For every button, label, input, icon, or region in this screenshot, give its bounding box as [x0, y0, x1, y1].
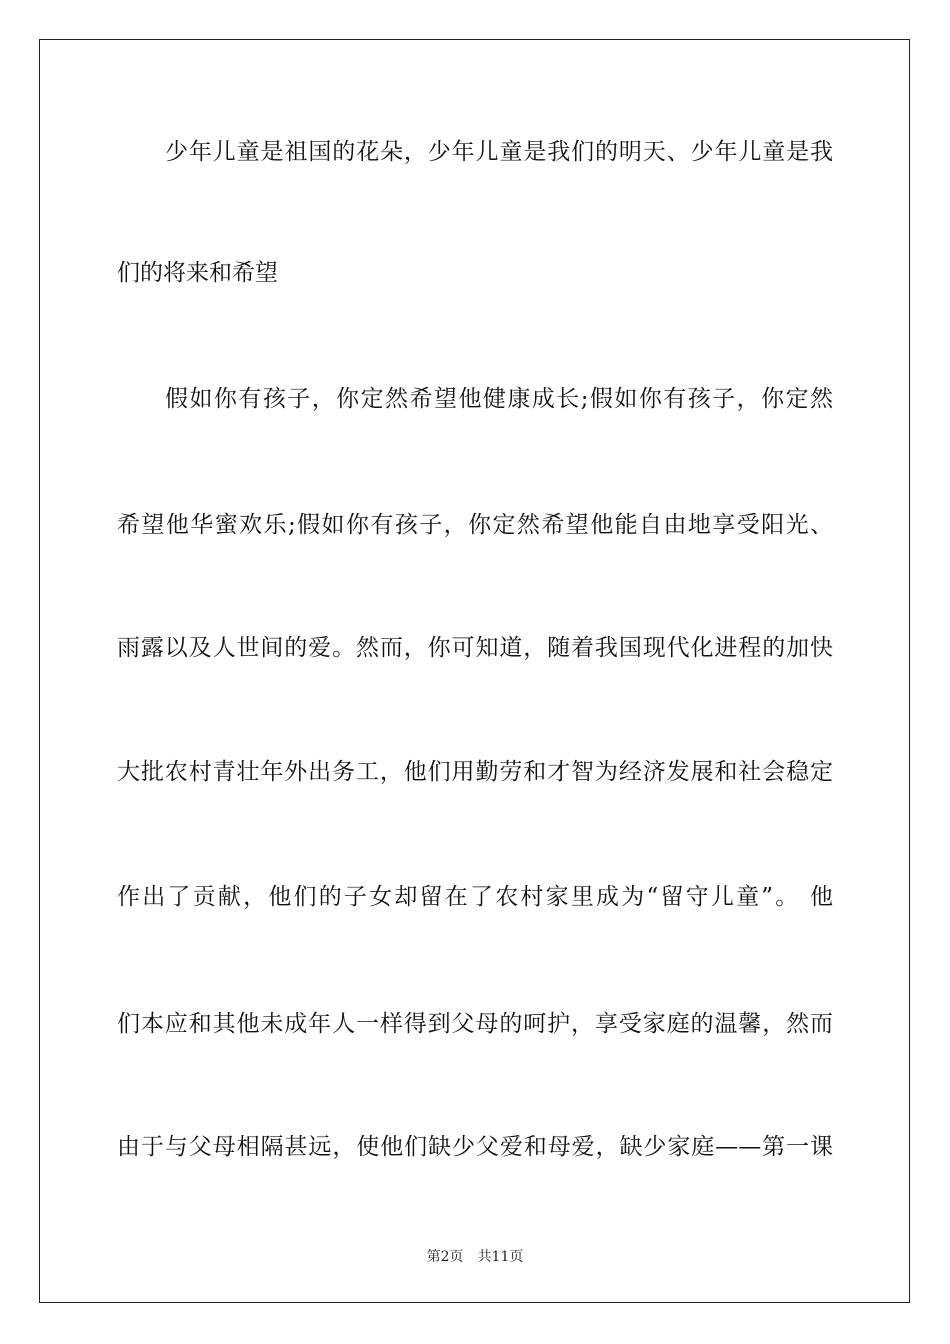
paragraph-line: 假如你有孩子，你定然希望他健康成长;假如你有孩子，你定然	[165, 386, 833, 412]
paragraph-line: 雨露以及人世间的爱。然而，你可知道，随着我国现代化进程的加快	[117, 635, 833, 661]
paragraph-line: 大批农村青壮年外出务工，他们用勤劳和才智为经济发展和社会稳定	[117, 759, 833, 785]
paragraph-line: 由于与父母相隔甚远，使他们缺少父爱和母爱，缺少家庭——第一课	[117, 1134, 833, 1160]
paragraph-line: 希望他华蜜欢乐;假如你有孩子，你定然希望他能自由地享受阳光、	[117, 512, 833, 538]
paragraph-line: 们本应和其他未成年人一样得到父母的呵护，享受家庭的温馨，然而	[117, 1011, 833, 1037]
page-footer	[0, 1246, 950, 1266]
page-total: 共11页	[477, 1249, 524, 1265]
page-number: 第2页	[426, 1249, 464, 1265]
paragraph-line: 作出了贡献，他们的子女却留在了农村家里成为“留守儿童”。 他	[117, 884, 833, 910]
paragraph-line: 少年儿童是祖国的花朵，少年儿童是我们的明天、少年儿童是我	[165, 139, 833, 165]
paragraph-line: 们的将来和希望	[117, 260, 278, 286]
page-border	[39, 39, 910, 1303]
